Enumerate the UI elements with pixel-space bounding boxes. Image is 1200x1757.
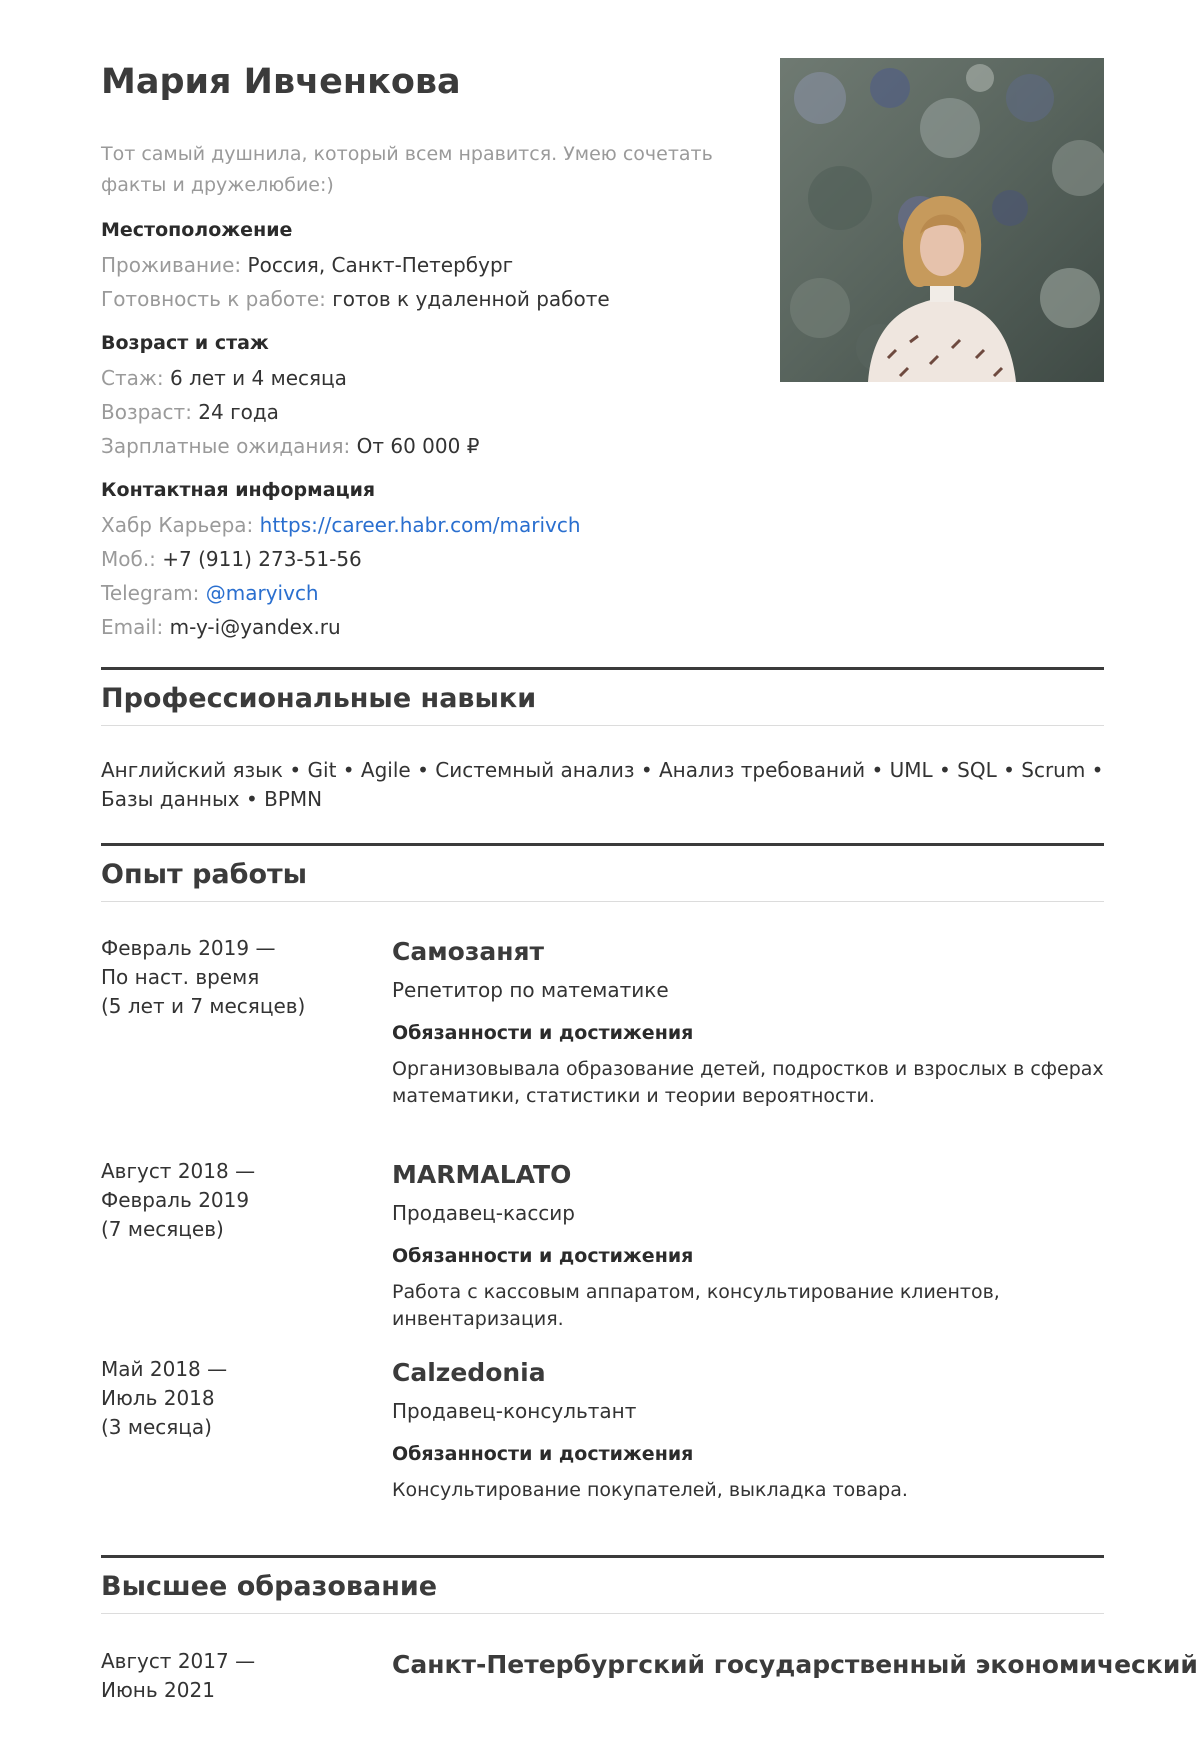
phone-label: Моб.:	[101, 547, 156, 571]
readiness-value: готов к удаленной работе	[332, 287, 610, 311]
age-experience-heading: Возраст и стаж	[101, 332, 269, 354]
education-institution: Санкт-Петербургский государственный экономический	[392, 1650, 1198, 1679]
section-divider	[101, 1555, 1104, 1558]
section-underline	[101, 901, 1104, 902]
skills-heading: Профессиональные навыки	[101, 683, 537, 714]
section-underline	[101, 1613, 1104, 1614]
phone-value: +7 (911) 273-51-56	[162, 547, 362, 571]
residence-label: Проживание:	[101, 253, 242, 277]
phone-row	[101, 547, 362, 571]
contacts-heading: Контактная информация	[101, 479, 376, 501]
job-period: Февраль 2019 — По наст. время (5 лет и 7 месяцев)	[101, 936, 306, 1018]
education-period: Август 2017 — Июнь 2021	[101, 1649, 256, 1702]
job-company: Самозанят	[392, 937, 545, 966]
telegram-row	[101, 581, 319, 605]
section-divider	[101, 667, 1104, 670]
experience-value: 6 лет и 4 месяца	[170, 366, 347, 390]
readiness-label: Готовность к работе:	[101, 287, 326, 311]
section-divider	[101, 843, 1104, 846]
job-period: Август 2018 — Февраль 2019 (7 месяцев)	[101, 1159, 256, 1241]
experience-label: Стаж:	[101, 366, 164, 390]
location-heading: Местоположение	[101, 219, 293, 241]
residence-value: Россия, Санкт-Петербург	[247, 253, 514, 277]
job-period: Май 2018 — Июль 2018 (3 месяца)	[101, 1357, 228, 1439]
experience-row	[101, 366, 347, 390]
skills-list: Английский язык • Git • Agile • Системный анализ • Анализ требований • UML • SQL • Scrum • Базы данных • BPMN	[101, 758, 1104, 811]
job-position: Продавец-кассир	[392, 1201, 575, 1225]
salary-row	[101, 434, 479, 458]
habr-label: Хабр Карьера:	[101, 513, 254, 537]
section-underline	[101, 725, 1104, 726]
profile-photo	[780, 58, 1104, 382]
email-value: m-y-i@yandex.ru	[169, 615, 341, 639]
habr-row	[101, 513, 581, 537]
job-responsibilities-heading: Обязанности и достижения	[392, 1022, 694, 1044]
job-position: Продавец-консультант	[392, 1399, 637, 1423]
profile-photo-image	[780, 58, 1104, 382]
age-value: 24 года	[198, 400, 279, 424]
job-responsibilities-heading: Обязанности и достижения	[392, 1245, 694, 1267]
candidate-name: Мария Ивченкова	[101, 62, 461, 102]
job-responsibilities: Работа с кассовым аппаратом, консультирование клиентов, инвентаризация.	[392, 1281, 1000, 1330]
job-responsibilities: Организовывала образование детей, подростков и взрослых в сферах математики, статистики и теории вероятности.	[392, 1058, 1104, 1107]
salary-label: Зарплатные ожидания:	[101, 434, 351, 458]
experience-heading: Опыт работы	[101, 859, 308, 890]
age-row	[101, 400, 279, 424]
telegram-label: Telegram:	[101, 581, 200, 605]
job-company: Calzedonia	[392, 1358, 546, 1387]
age-label: Возраст:	[101, 400, 192, 424]
readiness-row	[101, 287, 610, 311]
job-responsibilities: Консультирование покупателей, выкладка товара.	[392, 1479, 908, 1501]
email-label: Email:	[101, 615, 164, 639]
job-position: Репетитор по математике	[392, 978, 669, 1002]
job-company: MARMALATO	[392, 1160, 572, 1189]
habr-link[interactable]: https://career.habr.com/marivch	[259, 513, 581, 537]
salary-value: От 60 000 ₽	[356, 434, 480, 458]
residence-row	[101, 253, 513, 277]
candidate-tagline: Тот самый душнила, который всем нравится. Умею сочетать факты и дружелюбие:)	[101, 143, 713, 196]
telegram-link[interactable]: @maryivch	[205, 581, 319, 605]
job-responsibilities-heading: Обязанности и достижения	[392, 1443, 694, 1465]
email-row	[101, 615, 341, 639]
education-heading: Высшее образование	[101, 1571, 438, 1602]
